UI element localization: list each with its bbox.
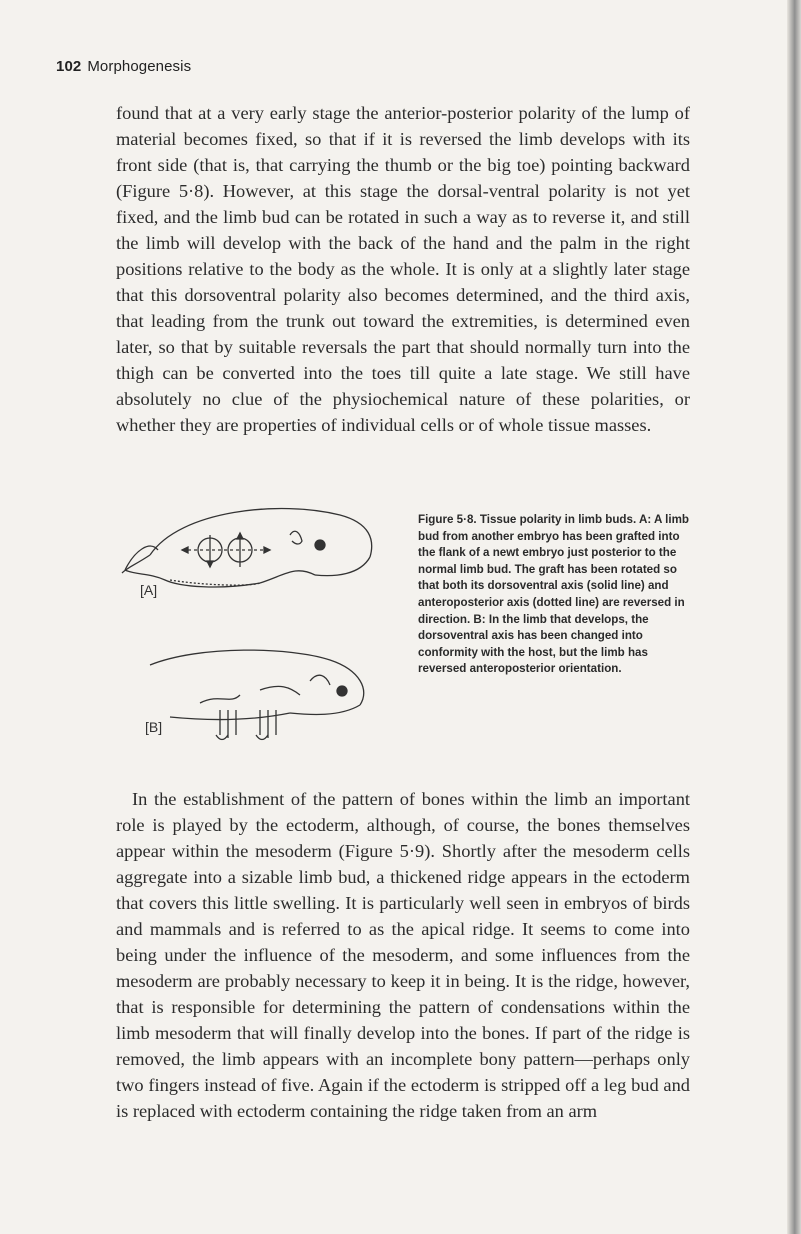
figure-label-b: [B] xyxy=(145,719,163,735)
body-paragraph-1: found that at a very early stage the anterior-posterior polarity of the lump of material becomes fixed, so that if it is reversed the limb develops with its front side (that is, that carrying the thumb or the big toe) pointing backward (Figure 5·8). However, at this stage the dorsal-ventral polarity is not yet fixed, and the limb bud can be rotated in such a way as to reverse it, and still the limb will develop with the back of the hand and the palm in the right positions relative to the body as the whole. It is only at a slightly later stage that this dorsoventral polarity also becomes determined, and the third axis, that leading from the trunk out toward the extremities, is determined even later, so that by suitable reversals the part that should normally turn into the thigh can be converted into the toes till quite a late stage. We still have absolutely no clue of the physiochemical nature of these polarities, or whether they are properties of individual cells or of whole tissue masses. xyxy=(116,103,690,435)
running-head xyxy=(56,58,191,75)
panel-b-embryo xyxy=(150,650,364,739)
caption-body: A: A limb bud from another embryo has been grafted into the flank of a newt embryo just posterior to the normal limb bud. The graft has been rotated so that both its dorsoventral axis (solid line) and anteroposterior axis (dotted line) are reversed in direction. B: In the limb that develops, the dorsoventral axis has been changed into conformity with the host, but the limb has reversed anteroposterior orientation. xyxy=(418,513,690,676)
figure-5-8 xyxy=(110,495,410,765)
caption-title: Figure 5·8. Tissue polarity in limb buds. xyxy=(418,513,637,526)
limb-bud-diagram xyxy=(110,495,410,765)
panel-a-embryo xyxy=(122,508,372,586)
page-number: 102 xyxy=(56,58,82,75)
page-edge-shadow xyxy=(787,0,801,1234)
body-paragraph-2: In the establishment of the pattern of bones within the limb an important role is played by the ectoderm, although, of course, the bones themselves appear within the mesoderm (Figure 5·9). Shortly after the mesoderm cells aggregate into a sizable limb bud, a thickened ridge appears in the ectoderm that covers this little swelling. It is particularly well seen in embryos of birds and mammals and is referred to as the apical ridge. It seems to come into being under the influence of the mesoderm, and some influences from the mesoderm are probably necessary to keep it in being. It is the ridge, however, that is responsible for determining the pattern of condensations within the limb mesoderm that will finally develop into the bones. If part of the ridge is removed, the limb appears with an incomplete bony pattern—perhaps only two fingers instead of five. Again if the ectoderm is stripped off a leg bud and is replaced with ectoderm containing the ridge taken from an arm xyxy=(116,789,690,1121)
figure-label-a: [A] xyxy=(140,582,158,598)
section-title: Morphogenesis xyxy=(87,58,192,75)
figure-caption xyxy=(418,512,690,678)
